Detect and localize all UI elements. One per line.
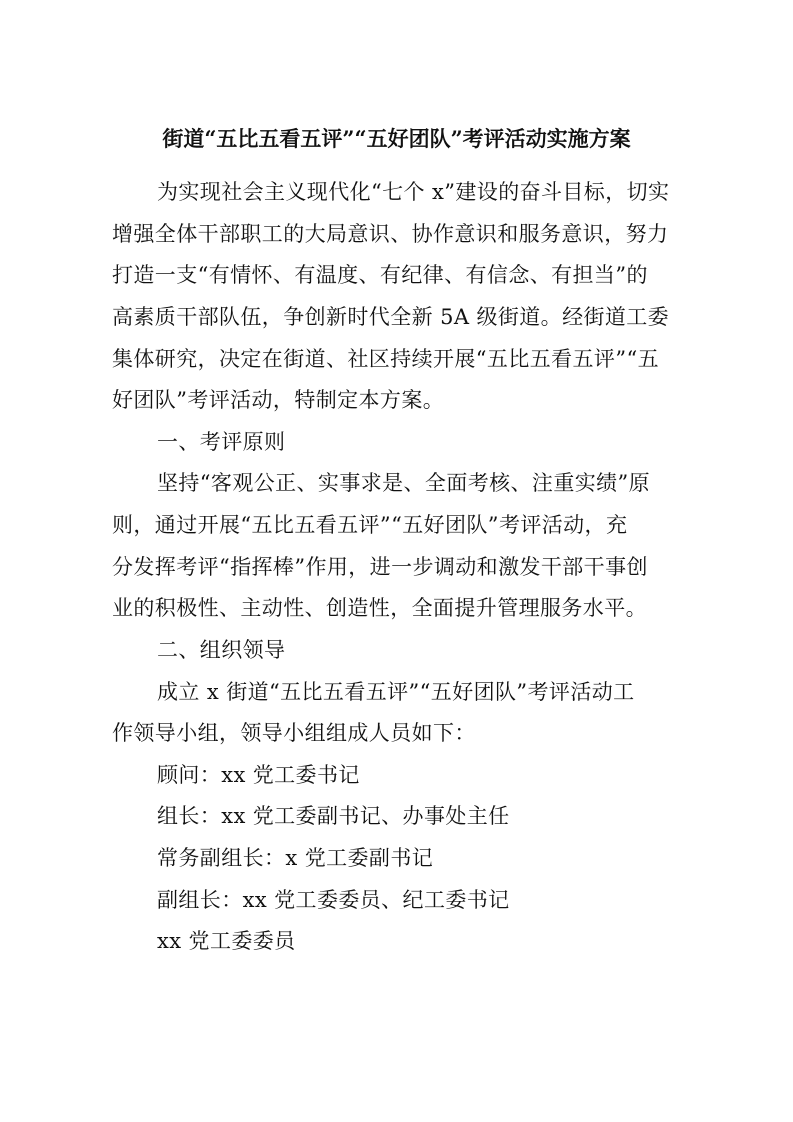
section2-line-1: 成立 x 街道“五比五看五评”“五好团队”考评活动工 (157, 680, 635, 704)
member-executive-deputy: 常务副组长：x 党工委副书记 (157, 846, 434, 870)
intro-line-3: 打造一支“有情怀、有温度、有纪律、有信念、有担当”的 (112, 263, 648, 287)
intro-line-2: 增强全体干部职工的大局意识、协作意识和服务意识，努力 (112, 222, 669, 246)
member-advisor: 顾问：xx 党工委书记 (157, 763, 360, 787)
section1-line-4: 业的积极性、主动性、创造性，全面提升管理服务水平。 (112, 596, 647, 620)
intro-line-5: 集体研究，决定在街道、社区持续开展“五比五看五评”“五 (112, 347, 660, 371)
intro-line-6: 好团队”考评活动，特制定本方案。 (112, 388, 445, 412)
member-deputy: 副组长：xx 党工委委员、纪工委书记 (157, 888, 510, 912)
section2-line-2: 作领导小组，领导小组组成人员如下： (112, 721, 476, 745)
member-leader: 组长：xx 党工委副书记、办事处主任 (157, 804, 510, 828)
section1-heading: 一、考评原则 (157, 430, 286, 454)
section1-line-1: 坚持“客观公正、实事求是、全面考核、注重实绩”原 (157, 471, 651, 495)
document-title: 街道“五比五看五评”“五好团队”考评活动实施方案 (162, 126, 631, 151)
intro-line-4: 高素质干部队伍，争创新时代全新 5A 级街道。经街道工委 (112, 305, 670, 329)
member-committee: xx 党工委委员 (157, 929, 296, 953)
section1-line-2: 则，通过开展“五比五看五评”“五好团队”考评活动，充 (112, 513, 628, 537)
intro-line-1: 为实现社会主义现代化“七个 x”建设的奋斗目标，切实 (157, 180, 670, 204)
section1-line-3: 分发挥考评“指挥棒”作用，进一步调动和激发干部干事创 (112, 555, 648, 579)
section2-heading: 二、组织领导 (157, 638, 286, 662)
